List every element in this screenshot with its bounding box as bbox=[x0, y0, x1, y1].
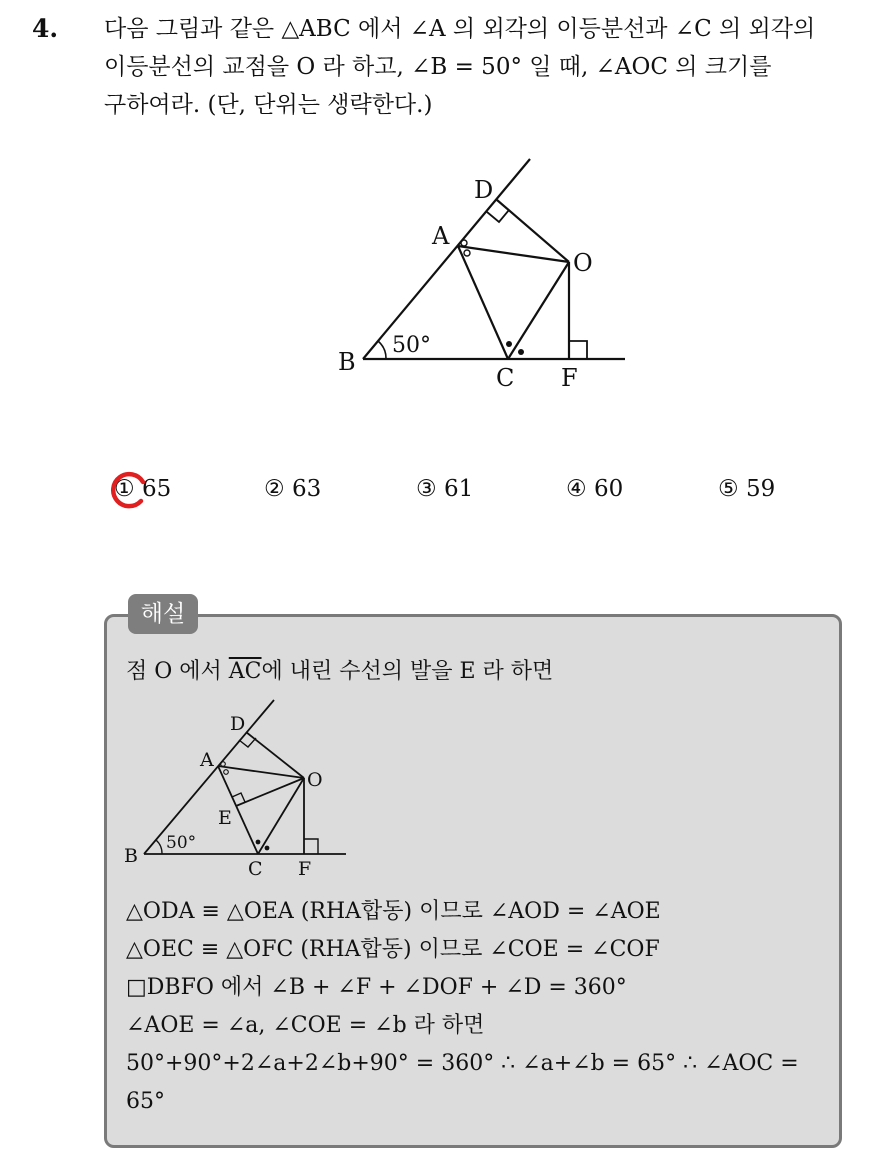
label-angle-b: 50° bbox=[392, 333, 431, 358]
label-f: F bbox=[298, 858, 312, 880]
label-a: A bbox=[200, 749, 214, 771]
label-b: B bbox=[338, 348, 356, 376]
angle-arc-b bbox=[378, 341, 386, 359]
label-o: O bbox=[307, 769, 323, 791]
solution-line: 65° bbox=[126, 1089, 165, 1114]
label-a: A bbox=[432, 222, 450, 250]
line-bd-extension bbox=[363, 159, 530, 359]
choice-1[interactable]: ① 65 bbox=[114, 476, 171, 502]
angle-mark-circle bbox=[461, 240, 467, 246]
segment-co bbox=[258, 778, 304, 854]
triangle-figure bbox=[320, 148, 640, 398]
segment-oe bbox=[236, 778, 304, 806]
question-line: 이등분선의 교점을 O 라 하고, ∠B = 50° 일 때, ∠AOC 의 크기를 bbox=[104, 54, 772, 80]
solution-tab: 해설 bbox=[128, 594, 198, 634]
label-c: C bbox=[496, 364, 515, 392]
right-angle-f bbox=[304, 839, 318, 854]
choice-3[interactable]: ③ 61 bbox=[416, 476, 474, 502]
angle-mark-circle bbox=[221, 762, 226, 767]
label-e: E bbox=[218, 807, 232, 829]
label-c: C bbox=[248, 858, 263, 880]
angle-mark-dot bbox=[518, 349, 524, 355]
angle-mark-circle bbox=[224, 770, 229, 775]
selected-circle-mark bbox=[110, 470, 150, 510]
angle-mark-dot bbox=[265, 846, 270, 851]
solution-line: 50°+90°+2∠a+2∠b+90° = 360° ∴ ∠a+∠b = 65° ∴ ∠AOC = bbox=[126, 1051, 799, 1076]
solution-line: □DBFO 에서 ∠B + ∠F + ∠DOF + ∠D = 360° bbox=[126, 975, 627, 1000]
segment-co bbox=[508, 262, 569, 359]
label-b: B bbox=[124, 845, 138, 867]
segment-ac bbox=[458, 246, 508, 359]
choice-2[interactable]: ② 63 bbox=[264, 476, 322, 502]
solution-intro: 점 O 에서 $\overline{AC}$에 내린 수선의 발을 E 라 하면 bbox=[126, 659, 554, 684]
question-line: 다음 그림과 같은 △ABC 에서 ∠A 의 외각의 이등분선과 ∠C 의 외각의 bbox=[104, 16, 816, 42]
choice-4[interactable]: ④ 60 bbox=[566, 476, 624, 502]
right-angle-d bbox=[487, 210, 509, 222]
solution-line: △OEC ≡ △OFC (RHA합동) 이므로 ∠COE = ∠COF bbox=[126, 937, 660, 962]
answer-choices bbox=[104, 476, 824, 516]
question-line: 구하여라. (단, 단위는 생략한다.) bbox=[104, 92, 433, 118]
right-angle-f bbox=[569, 341, 587, 359]
choice-5[interactable]: ⑤ 59 bbox=[718, 476, 776, 502]
angle-mark-dot bbox=[506, 341, 512, 347]
label-d: D bbox=[474, 176, 494, 204]
solution-line: △ODA ≡ △OEA (RHA합동) 이므로 ∠AOD = ∠AOE bbox=[126, 899, 661, 924]
solution-line: ∠AOE = ∠a, ∠COE = ∠b 라 하면 bbox=[126, 1013, 485, 1038]
label-d: D bbox=[230, 713, 246, 735]
solution-body bbox=[126, 893, 826, 1121]
solution-figure bbox=[120, 698, 360, 880]
label-f: F bbox=[561, 364, 578, 392]
angle-mark-circle bbox=[464, 250, 470, 256]
line-bd-extension bbox=[144, 700, 274, 854]
label-o: O bbox=[573, 249, 593, 277]
angle-arc-b bbox=[156, 840, 162, 854]
question-number: 4. bbox=[32, 14, 59, 43]
label-angle-b: 50° bbox=[166, 833, 197, 853]
question-text bbox=[104, 10, 864, 124]
segment-ac-label: $\overline{AC}$ bbox=[228, 659, 262, 684]
angle-mark-dot bbox=[256, 840, 261, 845]
